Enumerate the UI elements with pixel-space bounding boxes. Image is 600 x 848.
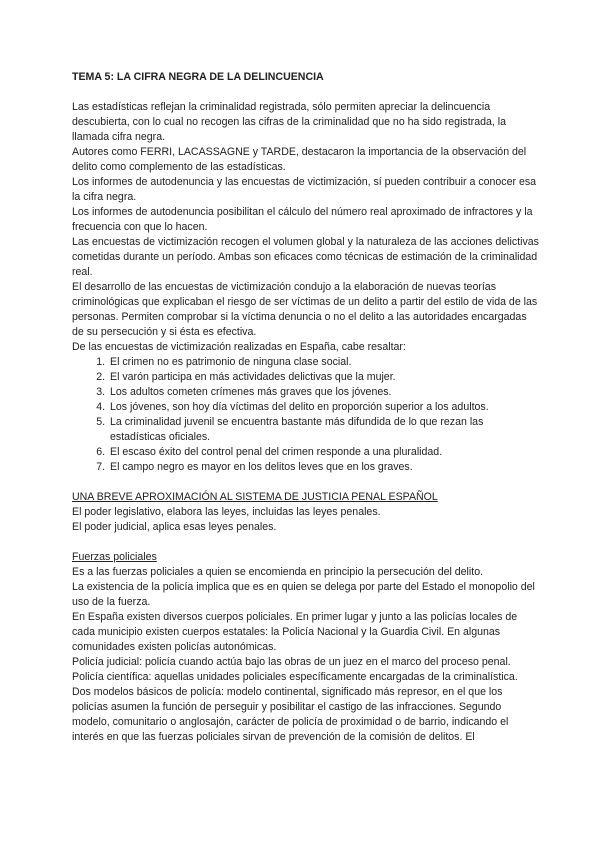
list-item: 3. Los adultos cometen crímenes más graves que los jóvenes. [108, 385, 540, 400]
section3-paragraph: Dos modelos básicos de policía: modelo continental, significado más represor, en el que los policías asumen la función de perseguir y posibilitar el castigo de las infracciones. Segundo modelo, comunitario o anglosajón, carácter de policía de proximidad o de barrio, indicando el interés en que las fuerzas policiales sirvan de prevención de la comisión de delitos. El [72, 686, 509, 743]
findings-list [72, 355, 540, 475]
intro-paragraph: Los informes de autodenuncia y las encuestas de victimización, sí pueden contribuir a conocer esa la cifra negra. [72, 176, 537, 203]
intro-paragraph: Autores como FERRI, LACASSAGNE y TARDE, destacaron la importancia de la observación del delito como complemento de las estadísticas. [72, 146, 527, 173]
intro-paragraph: De las encuestas de victimización realizadas en España, cabe resaltar: [72, 341, 406, 353]
intro-paragraph: Los informes de autodenuncia posibilitan el cálculo del número real aproximado de infractores y la frecuencia con que lo hacen. [72, 206, 533, 233]
list-item: 6. El escaso éxito del control penal del crimen responde a una pluralidad. [108, 445, 540, 460]
section3-paragraph: En España existen diversos cuerpos policiales. En primer lugar y junto a las policías locales de cada municipio existen cuerpos estatales: la Policía Nacional y la Guardia Civil. En algunas comunidades existen policías autonómicas. [72, 611, 518, 653]
section3-paragraph: Policía científica: aquellas unidades policiales específicamente encargadas de la criminalística. [72, 671, 518, 683]
document-title: TEMA 5: LA CIFRA NEGRA DE LA DELINCUENCIA [72, 71, 324, 83]
section3-paragraph: Es a las fuerzas policiales a quien se encomienda en principio la persecución del delito. [72, 566, 484, 578]
list-item: 1. El crimen no es patrimonio de ninguna clase social. [108, 355, 540, 370]
list-item: 2. El varón participa en más actividades delictivas que la mujer. [108, 370, 540, 385]
section-heading-justice-system: UNA BREVE APROXIMACIÓN AL SISTEMA DE JUSTICIA PENAL ESPAÑOL [72, 491, 438, 503]
list-item: 5. La criminalidad juvenil se encuentra bastante más difundida de lo que rezan las estadísticas oficiales. [108, 415, 540, 445]
list-item: 4. Los jóvenes, son hoy día víctimas del delito en proporción superior a los adultos. [108, 400, 540, 415]
list-item: 7. El campo negro es mayor en los delitos leves que en los graves. [108, 460, 540, 475]
section3-paragraph: Policía judicial: policía cuando actúa bajo las obras de un juez en el marco del proceso penal. [72, 656, 511, 668]
section2-paragraph: El poder legislativo, elabora las leyes, incluidas las leyes penales. [72, 506, 381, 518]
intro-paragraph: El desarrollo de las encuestas de victimización condujo a la elaboración de nuevas teorías criminológicas que explicaban el riesgo de ser víctimas de un delito a partir del estilo de vida de las personas. Permiten comprobar si la víctima denuncia o no el delito a las autoridades encargadas de su persecución y si ésta es efectiva. [72, 281, 538, 338]
section-heading-police-forces: Fuerzas policiales [72, 551, 157, 563]
section2-paragraph: El poder judicial, aplica esas leyes penales. [72, 521, 277, 533]
intro-paragraph: Las estadísticas reflejan la criminalidad registrada, sólo permiten apreciar la delincuencia descubierta, con lo cual no recogen las cifras de la criminalidad que no ha sido registrada, la llamada cifra negra. [72, 101, 507, 143]
intro-paragraph: Las encuestas de victimización recogen el volumen global y la naturaleza de las acciones delictivas cometidas durante un período. Ambas son eficaces como técnicas de estimación de la criminalidad real. [72, 236, 539, 278]
section3-paragraph: La existencia de la policía implica que es en quien se delega por parte del Estado el monopolio del uso de la fuerza. [72, 581, 535, 608]
